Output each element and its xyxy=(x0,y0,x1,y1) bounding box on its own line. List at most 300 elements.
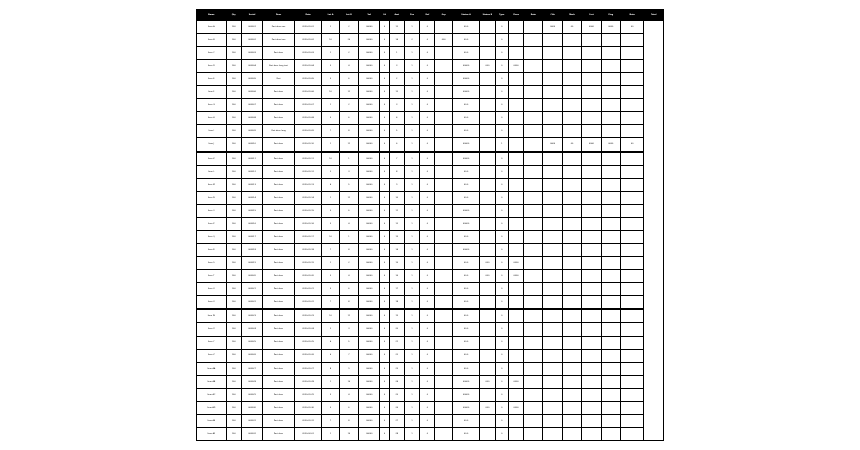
table-cell: 00000 xyxy=(359,257,380,270)
table-cell xyxy=(435,152,452,166)
table-cell xyxy=(543,178,562,191)
table-cell: 000030 xyxy=(241,401,262,414)
table-cell: 0 xyxy=(495,60,508,73)
column-header[interactable]: Amt xyxy=(389,10,404,21)
table-cell: 6 xyxy=(322,349,339,362)
table-cell xyxy=(524,217,543,230)
table-cell: 00000 xyxy=(359,336,380,349)
table-cell xyxy=(582,309,601,323)
table-cell: 4 xyxy=(322,336,339,349)
table-row[interactable] xyxy=(197,336,664,349)
table-cell xyxy=(435,257,452,270)
table-cell xyxy=(508,21,523,34)
column-header[interactable]: Val xyxy=(359,10,380,21)
table-cell: 00.0 xyxy=(452,125,480,138)
table-cell: 5 xyxy=(339,336,358,349)
table-cell: 10 xyxy=(322,230,339,243)
table-row[interactable] xyxy=(197,388,664,401)
column-header[interactable]: Rate xyxy=(524,10,543,21)
table-cell: Part desc xyxy=(263,152,295,166)
table-cell: 9 xyxy=(339,362,358,375)
column-header[interactable]: Note xyxy=(620,10,643,21)
table-cell: 0 xyxy=(420,414,435,427)
table-cell: Item R xyxy=(197,243,227,256)
table-cell xyxy=(562,323,581,336)
table-cell: Item H xyxy=(197,112,227,125)
table-cell xyxy=(601,73,620,86)
table-row[interactable] xyxy=(197,204,664,217)
table-cell xyxy=(524,375,543,388)
table-cell: Item AB xyxy=(197,375,227,388)
table-cell xyxy=(620,243,643,256)
table-cell: 00000 xyxy=(359,86,380,99)
table-cell xyxy=(543,414,562,427)
column-header[interactable]: Date xyxy=(294,10,322,21)
table-cell xyxy=(620,73,643,86)
table-cell xyxy=(524,243,543,256)
table-cell xyxy=(601,375,620,388)
table-cell: 00000 xyxy=(359,34,380,47)
column-header[interactable]: Cert xyxy=(582,10,601,21)
table-row[interactable] xyxy=(197,349,664,362)
table-cell xyxy=(543,243,562,256)
table-cell: 8 xyxy=(339,125,358,138)
table-cell: Item V xyxy=(197,296,227,310)
table-cell xyxy=(582,414,601,427)
column-header[interactable]: Class xyxy=(508,10,523,21)
table-row[interactable] xyxy=(197,427,664,440)
table-cell xyxy=(435,165,452,178)
table-cell: 2020-01-29 xyxy=(294,388,322,401)
table-cell: 2020-01-11 xyxy=(294,152,322,166)
table-cell xyxy=(582,34,601,47)
table-cell: 0 xyxy=(380,217,389,230)
table-cell xyxy=(508,323,523,336)
table-row[interactable] xyxy=(197,86,664,99)
table-cell xyxy=(620,257,643,270)
table-cell: 00.0 xyxy=(452,178,480,191)
table-cell: 0000 xyxy=(582,138,601,152)
table-cell: 0 xyxy=(420,165,435,178)
table-cell: 7 xyxy=(389,152,404,166)
table-cell: 17 xyxy=(389,283,404,296)
table-cell: 23 xyxy=(389,362,404,375)
table-cell xyxy=(543,152,562,166)
table-cell: 100 xyxy=(226,178,241,191)
table-cell xyxy=(480,47,495,60)
table-cell xyxy=(582,73,601,86)
table-cell: 100 xyxy=(226,191,241,204)
table-cell xyxy=(524,427,543,440)
table-cell xyxy=(524,270,543,283)
table-cell: 0 xyxy=(420,99,435,112)
table-cell: 0 xyxy=(420,230,435,243)
table-cell xyxy=(543,375,562,388)
table-cell: 100 xyxy=(226,217,241,230)
table-cell xyxy=(601,257,620,270)
table-cell: 6 xyxy=(339,401,358,414)
table-cell: 2020-01-04 xyxy=(294,60,322,73)
table-cell xyxy=(582,323,601,336)
table-cell: 0000 xyxy=(543,21,562,34)
table-cell: 000016 xyxy=(241,217,262,230)
column-header[interactable]: Total xyxy=(644,10,664,21)
table-row[interactable] xyxy=(197,60,664,73)
table-cell: 1 xyxy=(339,230,358,243)
column-header[interactable]: Lot B xyxy=(339,10,358,21)
table-cell: 000022 xyxy=(241,296,262,310)
table-cell xyxy=(620,34,643,47)
table-cell: 1 xyxy=(404,309,419,323)
table-row[interactable] xyxy=(197,283,664,296)
table-cell: 100 xyxy=(226,165,241,178)
table-cell: 4 xyxy=(339,60,358,73)
table-cell: 2020-01-12 xyxy=(294,165,322,178)
table-cell: 000024 xyxy=(241,323,262,336)
table-cell xyxy=(435,414,452,427)
table-row[interactable] xyxy=(197,125,664,138)
table-cell: 00000 xyxy=(359,270,380,283)
table-cell: 1 xyxy=(322,99,339,112)
column-header[interactable]: Flag xyxy=(601,10,620,21)
table-cell: 0 xyxy=(380,34,389,47)
table-cell: 00000 xyxy=(359,414,380,427)
table-cell: Item T xyxy=(197,270,227,283)
table-cell: 00.0 xyxy=(452,296,480,310)
table-cell: 1 xyxy=(404,427,419,440)
column-header[interactable]: Qty xyxy=(226,10,241,21)
table-cell xyxy=(543,191,562,204)
table-cell: 1 xyxy=(404,362,419,375)
table-cell: 000006 xyxy=(241,86,262,99)
table-row[interactable] xyxy=(197,73,664,86)
table-cell: 000020 xyxy=(241,270,262,283)
table-cell: Part desc xyxy=(263,270,295,283)
table-cell: Item D xyxy=(197,60,227,73)
table-cell xyxy=(543,349,562,362)
table-cell xyxy=(620,191,643,204)
table-cell xyxy=(435,99,452,112)
table-row[interactable] xyxy=(197,323,664,336)
table-cell: 7 xyxy=(322,125,339,138)
table-cell xyxy=(435,375,452,388)
table-cell: 0 xyxy=(495,283,508,296)
table-cell: 0 xyxy=(380,401,389,414)
table-cell xyxy=(582,165,601,178)
table-cell xyxy=(480,138,495,152)
table-cell xyxy=(524,309,543,323)
table-cell xyxy=(435,60,452,73)
table-cell: 2020-01-30 xyxy=(294,401,322,414)
table-cell xyxy=(435,86,452,99)
table-row[interactable] xyxy=(197,309,664,323)
table-row[interactable] xyxy=(197,138,664,152)
table-cell: 3 xyxy=(322,60,339,73)
table-cell xyxy=(508,362,523,375)
table-cell: 11 xyxy=(339,309,358,323)
table-cell xyxy=(543,336,562,349)
table-cell xyxy=(435,323,452,336)
table-cell: 7 xyxy=(322,243,339,256)
table-cell xyxy=(562,427,581,440)
table-cell xyxy=(601,336,620,349)
table-cell: 1 xyxy=(404,243,419,256)
table-cell: Part desc xyxy=(263,362,295,375)
table-cell: 0 xyxy=(495,323,508,336)
column-header[interactable]: Status B xyxy=(480,10,495,21)
table-cell: 00000 xyxy=(359,296,380,310)
table-cell xyxy=(480,86,495,99)
table-cell xyxy=(508,309,523,323)
table-cell xyxy=(508,230,523,243)
table-cell: 000028 xyxy=(241,375,262,388)
table-cell: 2020-01-02 xyxy=(294,34,322,47)
table-cell: 00000 xyxy=(359,349,380,362)
table-cell: 00000 xyxy=(359,204,380,217)
table-row[interactable] xyxy=(197,21,664,34)
table-cell: Part desc xyxy=(263,309,295,323)
column-header[interactable]: Serial xyxy=(241,10,262,21)
table-cell: Item X xyxy=(197,323,227,336)
table-row[interactable] xyxy=(197,99,664,112)
table-cell: 0 xyxy=(495,99,508,112)
table-cell: 000032 xyxy=(241,427,262,440)
table-cell xyxy=(524,336,543,349)
table-cell xyxy=(562,309,581,323)
table-cell xyxy=(582,99,601,112)
table-cell: 0 xyxy=(380,99,389,112)
table-row[interactable] xyxy=(197,243,664,256)
table-cell: Part xyxy=(263,73,295,86)
table-cell: 000 xyxy=(480,375,495,388)
table-cell xyxy=(524,191,543,204)
table-row[interactable] xyxy=(197,165,664,178)
table-cell xyxy=(508,34,523,47)
table-cell: 8 xyxy=(339,414,358,427)
table-cell: Part desc xyxy=(263,47,295,60)
table-cell: 0 xyxy=(380,427,389,440)
table-cell: 2020-01-07 xyxy=(294,99,322,112)
table-cell xyxy=(601,86,620,99)
table-cell xyxy=(524,257,543,270)
table-cell xyxy=(543,296,562,310)
table-cell: 000026 xyxy=(241,349,262,362)
table-cell: 00.0 xyxy=(452,270,480,283)
table-cell: 100 xyxy=(226,152,241,166)
table-cell: 0 xyxy=(420,283,435,296)
table-cell: Part desc xyxy=(263,243,295,256)
table-cell: 2020-01-03 xyxy=(294,47,322,60)
table-cell: 00000 xyxy=(452,401,480,414)
table-cell xyxy=(543,323,562,336)
table-cell: 100 xyxy=(226,99,241,112)
table-cell: 3 xyxy=(322,388,339,401)
table-cell: 1 xyxy=(322,138,339,152)
table-cell: 00000 xyxy=(452,204,480,217)
table-cell: 0 xyxy=(380,270,389,283)
table-row[interactable] xyxy=(197,191,664,204)
table-row[interactable] xyxy=(197,112,664,125)
table-cell: 000018 xyxy=(241,243,262,256)
table-cell xyxy=(601,60,620,73)
table-cell: 00000 xyxy=(359,309,380,323)
table-cell: 11 xyxy=(339,191,358,204)
table-cell: 0 xyxy=(420,125,435,138)
table-row[interactable] xyxy=(197,414,664,427)
table-cell xyxy=(562,375,581,388)
table-cell: 6 xyxy=(339,112,358,125)
table-cell xyxy=(582,243,601,256)
table-row[interactable] xyxy=(197,152,664,166)
table-cell xyxy=(508,414,523,427)
table-cell: 0000 xyxy=(601,21,620,34)
column-header[interactable]: Mark xyxy=(562,10,581,21)
table-cell: 0 xyxy=(380,60,389,73)
table-cell xyxy=(601,414,620,427)
table-cell: 00000 xyxy=(452,152,480,166)
table-cell xyxy=(562,165,581,178)
table-cell xyxy=(620,362,643,375)
table-cell: Part desc xyxy=(263,296,295,310)
table-row[interactable] xyxy=(197,362,664,375)
table-cell xyxy=(601,427,620,440)
column-header[interactable]: Pos xyxy=(404,10,419,21)
table-cell: Part desc xyxy=(263,427,295,440)
table-cell xyxy=(601,309,620,323)
column-header[interactable]: Chk xyxy=(543,10,562,21)
table-cell: 6 xyxy=(339,73,358,86)
table-cell: 1 xyxy=(404,99,419,112)
table-cell: 2 xyxy=(322,323,339,336)
table-cell: Part desc xyxy=(263,217,295,230)
table-cell xyxy=(435,362,452,375)
table-cell: 1 xyxy=(404,152,419,166)
table-cell: 1 xyxy=(495,138,508,152)
table-cell: 7 xyxy=(322,296,339,310)
column-header[interactable]: Name xyxy=(197,10,227,21)
column-header[interactable]: Lot A xyxy=(322,10,339,21)
table-cell: 1 xyxy=(404,336,419,349)
table-cell: 3 xyxy=(339,323,358,336)
table-cell xyxy=(508,427,523,440)
table-row[interactable] xyxy=(197,178,664,191)
table-cell: Item E xyxy=(197,73,227,86)
table-cell: 2020-01-06 xyxy=(294,86,322,99)
table-row[interactable] xyxy=(197,230,664,243)
table-cell: 2 xyxy=(339,99,358,112)
table-cell xyxy=(508,336,523,349)
table-cell xyxy=(524,388,543,401)
table-cell xyxy=(543,86,562,99)
table-cell: 000 xyxy=(480,401,495,414)
table-cell: Part desc xyxy=(263,349,295,362)
table-cell xyxy=(562,60,581,73)
table-cell: 0 xyxy=(420,73,435,86)
table-cell: 0 xyxy=(420,336,435,349)
table-cell: 1 xyxy=(404,21,419,34)
table-cell xyxy=(562,99,581,112)
table-cell: Part desc xyxy=(263,165,295,178)
table-cell xyxy=(524,99,543,112)
table-cell: 00.0 xyxy=(452,112,480,125)
table-cell: 00000 xyxy=(359,178,380,191)
column-header[interactable]: Desc xyxy=(263,10,295,21)
table-cell: 1 xyxy=(404,165,419,178)
table-cell: 12 xyxy=(389,21,404,34)
table-cell: Item O xyxy=(197,204,227,217)
table-row[interactable] xyxy=(197,270,664,283)
table-cell: 2020-01-09 xyxy=(294,125,322,138)
table-cell: 2020-01-16 xyxy=(294,217,322,230)
table-row[interactable] xyxy=(197,47,664,60)
table-cell: 00.0 xyxy=(452,165,480,178)
table-cell: 0 xyxy=(495,243,508,256)
column-header[interactable]: Ref xyxy=(420,10,435,21)
table-cell: 000004 xyxy=(241,60,262,73)
table-cell: 14 xyxy=(389,243,404,256)
table-cell xyxy=(508,112,523,125)
table-cell: 1 xyxy=(322,21,339,34)
table-cell: 8 xyxy=(339,243,358,256)
table-cell: 00000 xyxy=(359,73,380,86)
table-cell xyxy=(480,73,495,86)
table-cell xyxy=(582,230,601,243)
table-cell xyxy=(620,323,643,336)
table-cell: 00.0 xyxy=(452,309,480,323)
table-cell xyxy=(601,388,620,401)
table-row[interactable] xyxy=(197,296,664,310)
column-header[interactable]: Grp xyxy=(435,10,452,21)
table-row[interactable] xyxy=(197,257,664,270)
table-cell: 24 xyxy=(389,375,404,388)
table-row[interactable] xyxy=(197,34,664,47)
table-cell: Item J xyxy=(197,138,227,152)
table-cell xyxy=(480,243,495,256)
table-cell xyxy=(601,296,620,310)
column-header[interactable]: Type xyxy=(495,10,508,21)
table-cell: 00.0 xyxy=(452,427,480,440)
table-cell: 2020-01-14 xyxy=(294,191,322,204)
table-cell: 00.0 xyxy=(452,362,480,375)
table-cell: 100 xyxy=(226,336,241,349)
table-cell: 20 xyxy=(339,34,358,47)
table-cell: Item K xyxy=(197,152,227,166)
table-cell: 6 xyxy=(339,283,358,296)
table-cell: 000010 xyxy=(241,138,262,152)
table-cell: 0 xyxy=(495,414,508,427)
table-cell: 000008 xyxy=(241,112,262,125)
table-cell xyxy=(480,125,495,138)
table-cell xyxy=(601,191,620,204)
table-cell xyxy=(524,178,543,191)
table-row[interactable] xyxy=(197,375,664,388)
table-cell: 000 xyxy=(435,34,452,47)
table-row[interactable] xyxy=(197,401,664,414)
table-cell xyxy=(480,152,495,166)
table-row[interactable] xyxy=(197,217,664,230)
table-cell: 0 xyxy=(380,152,389,166)
table-cell: 100 xyxy=(226,362,241,375)
column-header[interactable]: Status A xyxy=(452,10,480,21)
table-cell xyxy=(524,230,543,243)
table-cell xyxy=(620,152,643,166)
table-cell xyxy=(620,309,643,323)
table-cell xyxy=(543,60,562,73)
table-cell xyxy=(543,427,562,440)
table-cell xyxy=(508,204,523,217)
table-cell: 00.0 xyxy=(452,47,480,60)
column-header[interactable]: Cd xyxy=(380,10,389,21)
